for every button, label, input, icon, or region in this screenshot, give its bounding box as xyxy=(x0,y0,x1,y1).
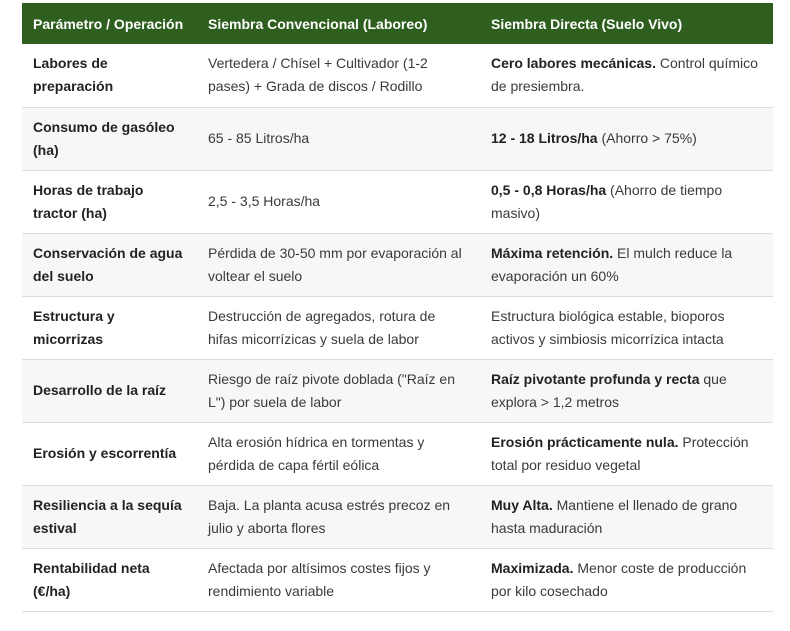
comparison-table-container xyxy=(22,3,773,612)
direct-highlight: Muy Alta. xyxy=(491,496,553,513)
direct-highlight: 0,5 - 0,8 Horas/ha xyxy=(491,181,607,198)
param-cell: Erosión y escorrentía xyxy=(33,445,177,461)
table-row xyxy=(22,422,773,485)
direct-cell xyxy=(478,359,773,422)
direct-cell xyxy=(478,296,773,359)
table-body xyxy=(22,44,773,611)
param-cell: Horas de trabajo tractor (ha) xyxy=(33,181,144,221)
direct-cell xyxy=(478,233,773,296)
direct-cell xyxy=(478,485,773,548)
table-row xyxy=(22,107,773,170)
conventional-cell: Destrucción de agregados, rotura de hifas micorrízicas y suela de labor xyxy=(208,307,436,347)
table-row xyxy=(22,359,773,422)
table-row xyxy=(22,485,773,548)
header-direct: Siembra Directa (Suelo Vivo) xyxy=(491,15,683,32)
direct-highlight: Raíz pivotante profunda y recta xyxy=(491,370,700,387)
table-row xyxy=(22,548,773,611)
param-cell: Rentabilidad neta (€/ha) xyxy=(33,559,150,599)
direct-detail: (Ahorro de tiempo masivo) xyxy=(491,181,723,221)
table-header xyxy=(22,3,773,44)
conventional-cell: Vertedera / Chísel + Cultivador (1-2 pases) + Grada de discos / Rodillo xyxy=(208,55,428,95)
param-cell: Resiliencia a la sequía estival xyxy=(33,496,182,536)
param-cell: Consumo de gasóleo (ha) xyxy=(33,118,175,158)
table-row xyxy=(22,170,773,233)
direct-detail: Menor coste de producción por kilo cosechado xyxy=(491,559,747,599)
comparison-table xyxy=(22,3,773,612)
conventional-cell: Alta erosión hídrica en tormentas y pérdida de capa fértil eólica xyxy=(208,433,425,473)
conventional-cell: 65 - 85 Litros/ha xyxy=(208,130,310,146)
direct-detail: que explora > 1,2 metros xyxy=(491,370,727,410)
table-row xyxy=(22,233,773,296)
table-row xyxy=(22,44,773,107)
direct-highlight: Máxima retención. xyxy=(491,244,614,261)
param-cell: Labores de preparación xyxy=(33,55,114,95)
direct-detail: Protección total por residuo vegetal xyxy=(491,433,749,473)
direct-cell xyxy=(478,170,773,233)
param-cell: Conservación de agua del suelo xyxy=(33,244,183,284)
direct-cell xyxy=(478,548,773,611)
conventional-cell: 2,5 - 3,5 Horas/ha xyxy=(208,193,321,209)
conventional-cell: Pérdida de 30-50 mm por evaporación al voltear el suelo xyxy=(208,244,462,284)
param-cell: Estructura y micorrizas xyxy=(33,307,115,347)
direct-detail: Mantiene el llenado de grano hasta maduración xyxy=(491,496,738,536)
direct-detail: Control químico de presiembra. xyxy=(491,55,758,95)
direct-highlight: Erosión prácticamente nula. xyxy=(491,433,679,450)
direct-detail: (Ahorro > 75%) xyxy=(597,130,697,146)
table-row xyxy=(22,296,773,359)
direct-detail: Estructura biológica estable, bioporos activos y simbiosis micorrízica intacta xyxy=(491,307,725,347)
direct-cell xyxy=(478,107,773,170)
direct-detail: El mulch reduce la evaporación un 60% xyxy=(491,244,733,284)
direct-cell xyxy=(478,422,773,485)
param-cell: Desarrollo de la raíz xyxy=(33,382,167,398)
direct-highlight: Maximizada. xyxy=(491,559,574,576)
conventional-cell: Afectada por altísimos costes fijos y rendimiento variable xyxy=(208,559,431,599)
direct-highlight: 12 - 18 Litros/ha xyxy=(491,130,598,146)
direct-cell xyxy=(478,44,773,107)
header-conventional: Siembra Convencional (Laboreo) xyxy=(208,15,428,32)
conventional-cell: Riesgo de raíz pivote doblada ("Raíz en L") por suela de labor xyxy=(208,370,456,410)
conventional-cell: Baja. La planta acusa estrés precoz en julio y aborta flores xyxy=(208,496,451,536)
direct-highlight: Cero labores mecánicas. xyxy=(491,55,656,72)
header-row xyxy=(22,3,773,44)
header-param: Parámetro / Operación xyxy=(33,15,184,32)
